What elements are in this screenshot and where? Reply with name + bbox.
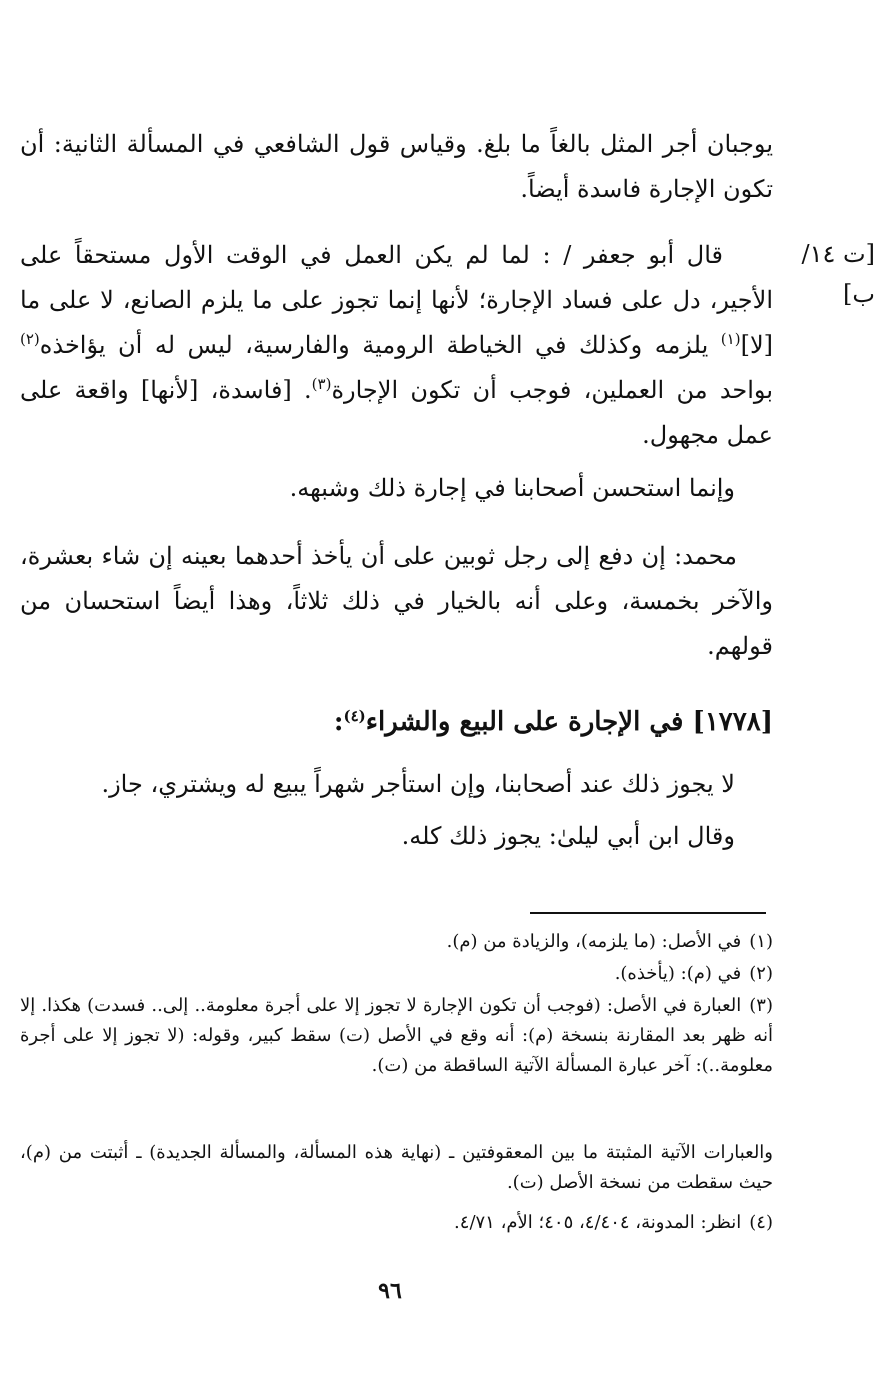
footnote-2-text: في (م): (يأخذه). — [614, 963, 742, 984]
footnote-4-text: انظر: المدونة، ٤/٤٠٤، ٤٠٥؛ الأم، ٤/٧١. — [454, 1212, 742, 1233]
footnote-ref-2: (٢) — [20, 330, 40, 348]
footnote-4 — [20, 1208, 773, 1238]
footnote-ref-4: (٤) — [343, 707, 366, 725]
paragraph-4: محمد: إن دفع إلى رجل ثوبين على أن يأخذ أحدهما بعينه إن شاء بعشرة، والآخر بخمسة، وعلى أنه بالخيار في ذلك ثلاثاً، وهذا أيضاً استحسان من قولهم. — [20, 542, 773, 660]
paragraph-2 — [20, 233, 773, 458]
footnote-1-text: في الأصل: (ما يلزمه)، والزيادة من (م). — [446, 931, 742, 952]
footnote-ref-1: (١) — [720, 330, 741, 348]
paragraph-3: وإنما استحسن أصحابنا في إجارة ذلك وشبهه. — [289, 474, 735, 502]
page-number: ٩٦ — [378, 1278, 402, 1304]
footnote-3-text: العبارة في الأصل: (فوجب أن تكون الإجارة لا تجوز إلا على أجرة معلومة.. إلى.. فسدت) هكذا. إلا أنه ظهر بعد المقارنة بنسخة (م): أنه وقع في الأصل (ت) سقط كبير، وقوله: (لا تجوز إلا على أجرة معلومة..): آخر عبارة المسألة الآتية الساقطة من (ت). — [20, 995, 773, 1076]
footnote-4-number: (٤) — [749, 1212, 773, 1233]
margin-marker: [ت ١٤/ب] — [801, 240, 875, 308]
footnote-1 — [20, 927, 773, 957]
paragraph-6: وقال ابن أبي ليلىٰ: يجوز ذلك كله. — [401, 822, 735, 850]
paragraph-2-text-d: . [فاسدة، [لأنها] واقعة على عمل مجهول. — [20, 376, 773, 449]
footnote-3-continuation: والعبارات الآتية المثبتة ما بين المعقوفتين ـ (نهاية هذه المسألة، والمسألة الجديدة) ـ أثبتت من (م)، حيث سقطت من نسخة الأصل (ت). — [20, 1142, 773, 1193]
paragraph-2-text-b: يلزمه وكذلك في الخياطة الرومية والفارسية، ليس له أن يؤاخذه — [39, 331, 721, 359]
footnote-3-number: (٣) — [749, 995, 773, 1016]
footnote-1-number: (١) — [749, 931, 773, 952]
footnote-2 — [20, 959, 773, 989]
heading-title: في الإجارة على البيع والشراء — [365, 707, 684, 737]
footnote-separator — [530, 912, 766, 914]
section-heading — [20, 700, 773, 744]
footnote-3 — [20, 991, 773, 1081]
heading-suffix: : — [333, 707, 344, 737]
paragraph-2-text-c: بواحد من العملين، فوجب أن تكون الإجارة — [331, 376, 774, 404]
paragraph-2-text-a: قال أبو جعفر / : لما لم يكن العمل في الوقت الأول مستحقاً على الأجير، دل على فساد الإجارة؛ لأنها إنما تجوز على ما يلزم الصانع، لا على ما [لا] — [20, 241, 773, 359]
heading-number: [١٧٧٨] — [692, 707, 773, 737]
paragraph-1: يوجبان أجر المثل بالغاً ما بلغ. وقياس قول الشافعي في المسألة الثانية: أن تكون الإجارة فاسدة أيضاً. — [20, 130, 773, 203]
paragraph-5: لا يجوز ذلك عند أصحابنا، وإن استأجر شهراً يبيع له ويشتري، جاز. — [101, 770, 735, 798]
footnote-2-number: (٢) — [749, 963, 773, 984]
footnote-ref-3: (٣) — [311, 375, 332, 393]
